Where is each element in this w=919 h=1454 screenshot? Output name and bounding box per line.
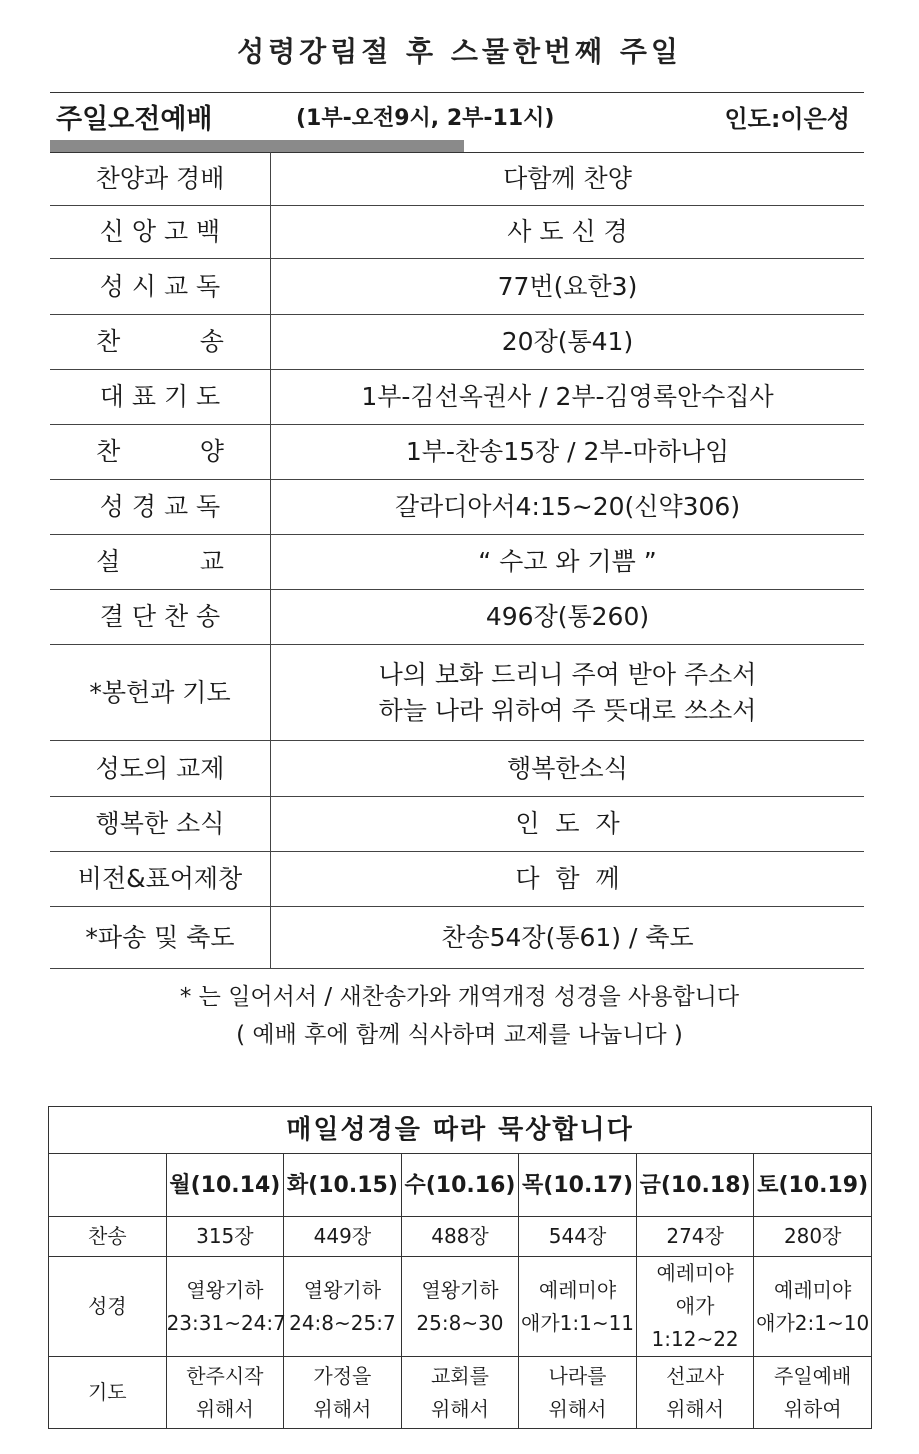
day-header: 토(10.19) [754,1154,872,1217]
order-label: 행복한 소식 [50,797,271,852]
day-header: 화(10.15) [284,1154,402,1217]
scripture-ref: 애가1:1~11 [521,1310,635,1335]
order-label: 성 경 교 독 [50,480,271,535]
day-header: 수(10.16) [401,1154,519,1217]
scripture-cell [519,1257,637,1357]
scripture-ref: 애가2:1~10 [756,1310,870,1335]
prayer-line: 위해서 [313,1396,372,1421]
scripture-ref: 24:8~25:7 [289,1310,396,1335]
order-label: 찬 양 [50,425,271,480]
prayer-line: 선교사 [666,1363,725,1388]
scripture-book: 예레미야 [538,1277,617,1302]
scripture-ref: 애가1:12~22 [651,1294,739,1351]
order-row [50,315,864,370]
prayer-cell [166,1357,284,1429]
prayer-cell [754,1357,872,1429]
order-content: 인 도 자 [271,797,865,852]
scripture-ref: 23:31~24:7 [166,1310,286,1335]
daily-bible-title: 매일성경을 따라 묵상합니다 [49,1107,872,1154]
order-row [50,852,864,907]
service-name: 주일오전예배 [56,104,213,135]
order-content: 1부-찬송15장 / 2부-마하나임 [271,425,865,480]
prayer-cell [519,1357,637,1429]
order-row [50,425,864,480]
service-leader: 인도:이은성 [724,105,850,133]
prayer-line: 위하여 [783,1396,842,1421]
daily-bible-table [48,1106,872,1429]
prayer-line: 위해서 [666,1396,725,1421]
prayer-line: 나라를 [548,1363,607,1388]
prayer-cell [284,1357,402,1429]
scripture-book: 열왕기하 [303,1277,382,1302]
scripture-book: 열왕기하 [421,1277,499,1302]
prayer-line: 위해서 [430,1396,489,1421]
corner-cell [49,1154,167,1217]
prayer-line: 교회를 [430,1363,489,1388]
header-underline-bar [50,140,464,152]
notice-line: * 는 일어서서 / 새찬송가와 개역개정 성경을 사용합니다 [179,984,740,1010]
scripture-ref: 25:8~30 [416,1310,504,1335]
scripture-book: 예레미야 [656,1261,734,1285]
order-row [50,259,864,315]
order-content: 20장(통41) [271,315,865,370]
prayer-line: 한주시작 [186,1363,264,1388]
order-content [271,645,865,741]
order-label: 성 시 교 독 [50,259,271,315]
hymn-cell: 544장 [519,1217,637,1257]
order-content: 사 도 신 경 [271,206,865,259]
order-content: 다함께 찬양 [271,153,865,206]
offering-hymn-line: 나의 보화 드리니 주여 받아 주소서 [378,659,757,689]
service-header [50,92,864,137]
page-title: 성령강림절 후 스물한번째 주일 [237,35,682,68]
hymn-cell: 315장 [166,1217,284,1257]
order-row [50,907,864,969]
prayer-line: 위해서 [548,1396,607,1421]
day-header: 금(10.18) [636,1154,754,1217]
prayer-line: 가정을 [313,1363,372,1388]
offering-hymn-line: 하늘 나라 위하여 주 뜻대로 쓰소서 [378,695,757,725]
prayer-cell [401,1357,519,1429]
order-content: 갈라디아서4:15~20(신약306) [271,480,865,535]
notice [0,978,919,1054]
order-content: 77번(요한3) [271,259,865,315]
notice-line: ( 예배 후에 함께 식사하며 교제를 나눕니다 ) [236,1022,683,1048]
order-row [50,370,864,425]
day-header: 월(10.14) [166,1154,284,1217]
row-label-scripture: 성경 [49,1257,167,1357]
order-label: 성도의 교제 [50,741,271,797]
order-row [50,797,864,852]
order-content: 1부-김선옥권사 / 2부-김영록안수집사 [271,370,865,425]
hymn-cell: 274장 [636,1217,754,1257]
prayer-line: 주일예배 [774,1363,852,1388]
scripture-book: 예레미야 [774,1277,852,1302]
order-label: *봉헌과 기도 [50,645,271,741]
order-row [50,480,864,535]
order-label: 대 표 기 도 [50,370,271,425]
order-label: 신 앙 고 백 [50,206,271,259]
service-times: (1부-오전9시, 2부-11시) [296,106,555,131]
order-row [50,206,864,259]
scripture-cell [754,1257,872,1357]
order-content: 다 함 께 [271,852,865,907]
row-label-hymn: 찬송 [49,1217,167,1257]
order-row [50,590,864,645]
row-label-prayer: 기도 [49,1357,167,1429]
hymn-cell: 280장 [754,1217,872,1257]
order-label: 결 단 찬 송 [50,590,271,645]
order-label: *파송 및 축도 [50,907,271,969]
prayer-line: 위해서 [195,1396,254,1421]
scripture-cell [636,1257,754,1357]
scripture-cell [401,1257,519,1357]
order-content: “ 수고 와 기쁨 ” [271,535,865,590]
day-header: 목(10.17) [519,1154,637,1217]
order-label: 찬양과 경배 [50,153,271,206]
order-label: 찬 송 [50,315,271,370]
scripture-cell [284,1257,402,1357]
order-row [50,535,864,590]
prayer-cell [636,1357,754,1429]
order-content: 496장(통260) [271,590,865,645]
scripture-book: 열왕기하 [186,1277,264,1302]
order-label: 비전&표어제창 [50,852,271,907]
order-row [50,741,864,797]
order-content: 행복한소식 [271,741,865,797]
order-row [50,645,864,741]
order-label: 설 교 [50,535,271,590]
hymn-cell: 488장 [401,1217,519,1257]
order-content: 찬송54장(통61) / 축도 [271,907,865,969]
hymn-cell: 449장 [284,1217,402,1257]
order-of-worship-table [50,152,864,969]
order-row [50,153,864,206]
scripture-cell [166,1257,284,1357]
